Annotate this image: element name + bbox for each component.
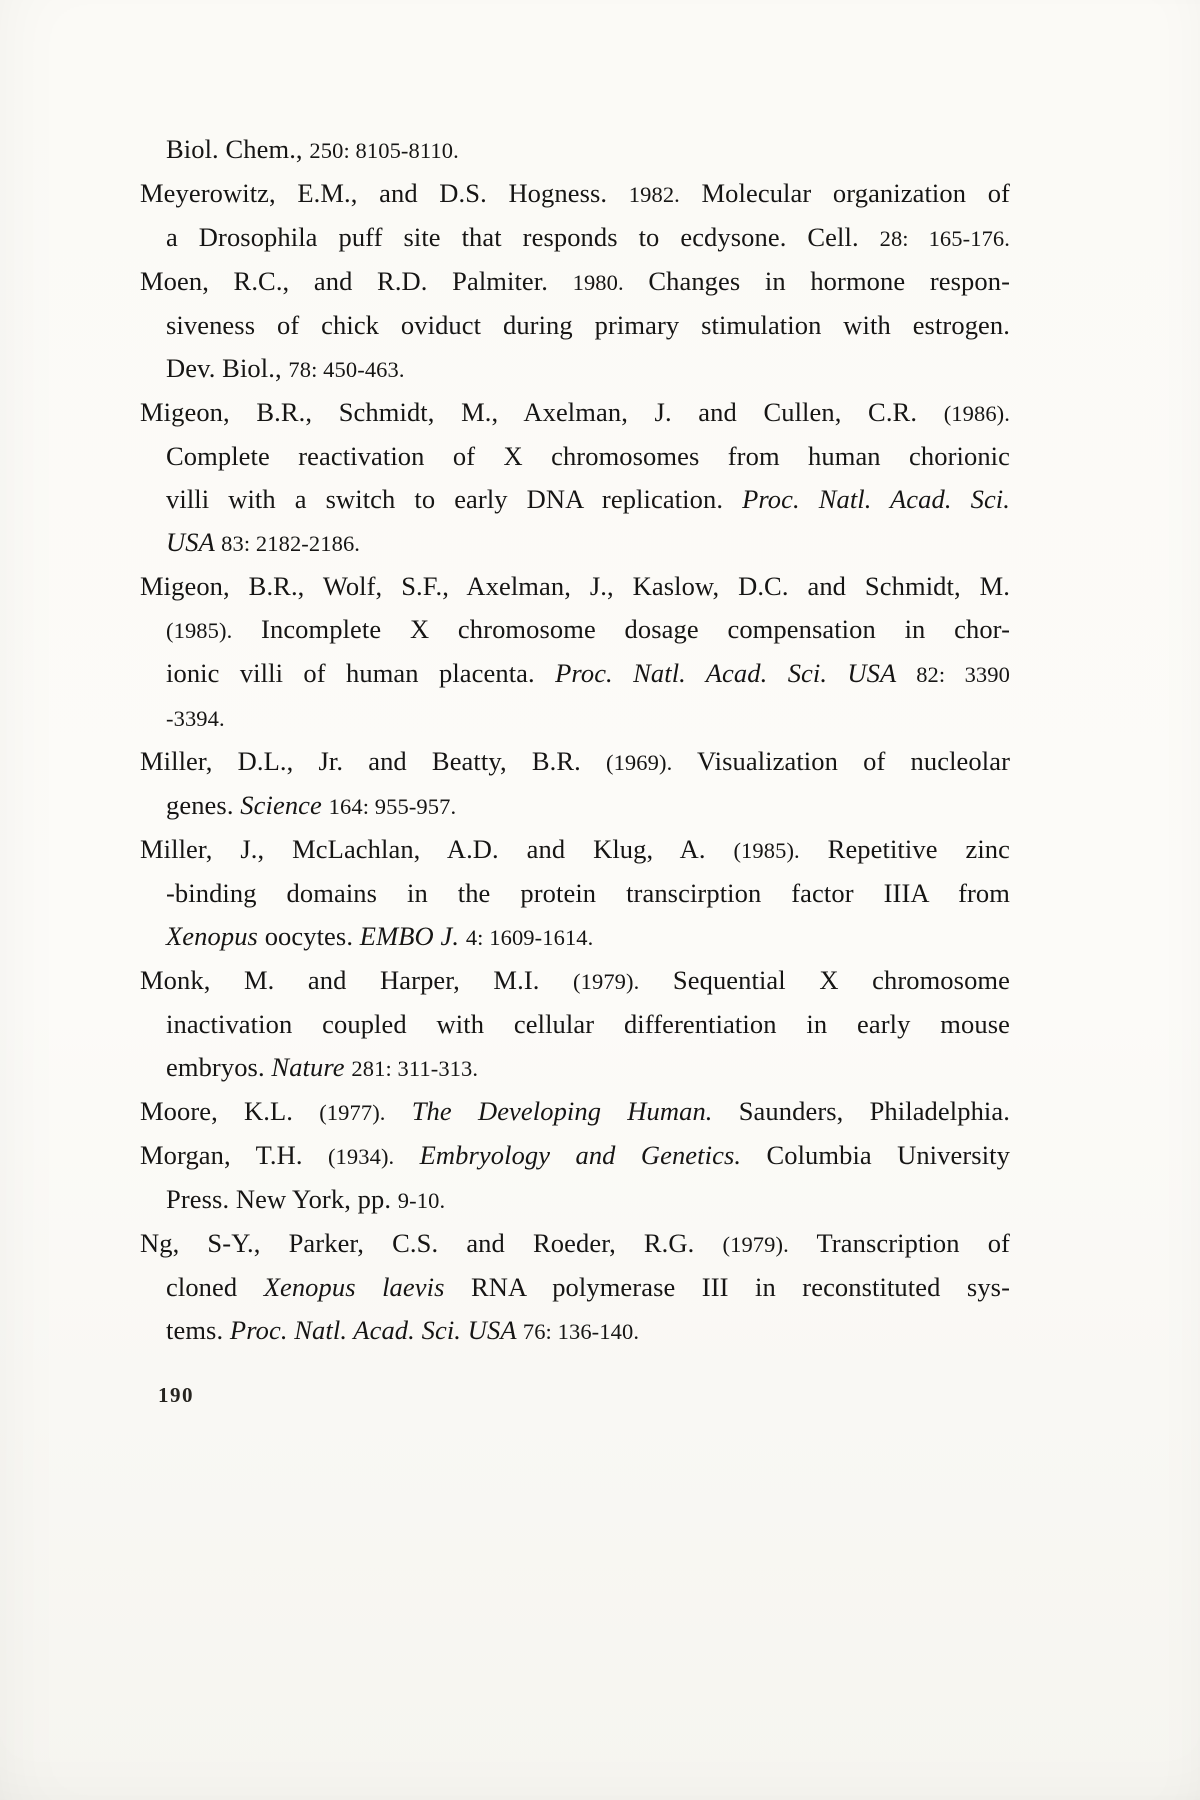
reference-entry (140, 391, 1010, 565)
reference-line (140, 1090, 1010, 1134)
reference-line (140, 216, 1010, 260)
reference-text-segment: (1979). (722, 1232, 789, 1257)
reference-text-segment: Monk, M. and Harper, M.I. (140, 965, 574, 995)
reference-line (140, 260, 1010, 304)
reference-entry (140, 128, 1010, 172)
reference-line (140, 478, 1010, 521)
reference-text-segment: Nature (271, 1052, 352, 1082)
reference-text-segment: Embryology and Genetics. (419, 1140, 767, 1170)
reference-text-segment: Ng, S-Y., Parker, C.S. and Roeder, R.G. (140, 1228, 723, 1258)
reference-entry (140, 1222, 1010, 1353)
reference-text-segment: USA (166, 527, 222, 557)
reference-line (140, 828, 1010, 872)
reference-text-segment: Proc. Natl. Acad. Sci. USA (555, 658, 917, 688)
reference-line (140, 784, 1010, 828)
reference-text-segment: Columbia University (766, 1140, 1010, 1170)
reference-text-segment: (1969). (605, 750, 673, 775)
reference-text-segment: tems. (166, 1315, 230, 1345)
reference-line (140, 565, 1010, 608)
reference-text-segment: Proc. Natl. Acad. Sci. USA (229, 1315, 523, 1345)
reference-entry (140, 1090, 1010, 1134)
reference-text-segment: Xenopus laevis (263, 1272, 471, 1302)
reference-text-segment: Morgan, T.H. (140, 1140, 328, 1170)
reference-text-segment: Miller, J., McLachlan, A.D. and Klug, A. (140, 834, 734, 864)
reference-text-segment: 83: 2182-2186. (221, 531, 361, 556)
reference-line (140, 172, 1010, 216)
reference-line (140, 304, 1010, 347)
reference-text-segment: Molecular organization of (679, 178, 1010, 208)
reference-line (140, 391, 1010, 435)
reference-line (140, 652, 1010, 696)
reference-text-segment: 9-10. (397, 1188, 446, 1213)
reference-line (140, 128, 1010, 172)
reference-line (140, 872, 1010, 915)
reference-text-segment (394, 1140, 419, 1170)
reference-text-segment: Sequential X chromosome (639, 965, 1010, 995)
reference-text-segment: (1934). (327, 1144, 395, 1169)
reference-entry (140, 260, 1010, 391)
reference-text-segment: siveness of chick oviduct during primary stimulation with estrogen. (166, 310, 1010, 340)
reference-text-segment: Dev. Biol., (166, 353, 289, 383)
reference-text-segment: ionic villi of human placenta. (166, 658, 556, 688)
reference-text-segment: Complete reactivation of X chromosomes from human chorionic (166, 441, 1010, 471)
reference-text-segment: (1985). (733, 838, 800, 863)
reference-text-segment: RNA polymerase III in reconstituted sys- (470, 1272, 1011, 1302)
reference-text-segment: Xenopus (166, 921, 265, 951)
reference-text-segment: embryos. (166, 1052, 272, 1082)
reference-text-segment: Changes in hormone respon- (623, 266, 1010, 296)
reference-text-segment: 4: 1609-1614. (465, 925, 594, 950)
reference-text-segment: Miller, D.L., Jr. and Beatty, B.R. (140, 746, 606, 776)
reference-line (140, 1222, 1010, 1266)
reference-text-segment: 1982. (628, 182, 680, 207)
reference-text-segment: Moore, K.L. (140, 1096, 320, 1126)
reference-text-segment: -3394. (166, 706, 225, 731)
reference-entry (140, 172, 1010, 260)
reference-text-segment: Science (240, 790, 329, 820)
reference-text-segment: Repetitive zinc (799, 834, 1010, 864)
reference-line (140, 1178, 1010, 1222)
reference-text-segment (386, 1096, 412, 1126)
reference-text-segment: (1986). (943, 401, 1010, 426)
reference-line (140, 915, 1010, 959)
reference-text-segment: Proc. Natl. Acad. Sci. (742, 484, 1010, 514)
reference-text-segment: EMBO J. (359, 921, 466, 951)
reference-line (140, 740, 1010, 784)
reference-line (140, 608, 1010, 652)
reference-text-segment: Incomplete X chromosome dosage compensation in chor- (232, 614, 1010, 644)
reference-text-segment: Visualization of nucleolar (672, 746, 1011, 776)
reference-text-segment: inactivation coupled with cellular differentiation in early mouse (166, 1009, 1010, 1039)
reference-line (140, 1046, 1010, 1090)
reference-text-segment: (1977). (319, 1100, 386, 1125)
reference-text-segment: 28: 165-176. (879, 226, 1010, 251)
reference-text-segment: villi with a switch to early DNA replication. (166, 484, 743, 514)
reference-line (140, 1309, 1010, 1353)
reference-text-segment: Migeon, B.R., Wolf, S.F., Axelman, J., Kaslow, D.C. and Schmidt, M. (140, 571, 1010, 601)
reference-text-segment: Meyerowitz, E.M., and D.S. Hogness. (140, 178, 629, 208)
reference-text-segment: 1980. (572, 270, 624, 295)
reference-text-segment: 78: 450-463. (288, 357, 405, 382)
reference-text-segment: Moen, R.C., and R.D. Palmiter. (140, 266, 573, 296)
reference-entry (140, 740, 1010, 828)
reference-entry (140, 828, 1010, 959)
reference-entry (140, 565, 1010, 740)
reference-text-segment: -binding domains in the protein transcirption factor IIIA from (166, 878, 1010, 908)
reference-line (140, 347, 1010, 391)
reference-entry (140, 1134, 1010, 1222)
reference-line (140, 1266, 1010, 1309)
reference-text-segment: a Drosophila puff site that responds to ecdysone. Cell. (166, 222, 880, 252)
reference-line (140, 521, 1010, 565)
page-number: 190 (158, 1383, 194, 1407)
reference-line (140, 435, 1010, 478)
reference-text-segment: oocytes. (264, 921, 360, 951)
reference-entry (140, 959, 1010, 1090)
references-list (140, 128, 1010, 1353)
reference-text-segment: Transcription of (788, 1228, 1010, 1258)
reference-line (140, 696, 1010, 740)
reference-text-segment: 82: 3390 (916, 662, 1010, 687)
reference-text-segment: Saunders, Philadelphia. (738, 1096, 1010, 1126)
reference-text-segment: (1979). (573, 969, 640, 994)
reference-text-segment: 281: 311-313. (351, 1056, 479, 1081)
reference-text-segment: The Developing Human. (411, 1096, 739, 1126)
reference-line (140, 1134, 1010, 1178)
reference-text-segment: Press. New York, pp. (166, 1184, 398, 1214)
reference-text-segment: cloned (166, 1272, 264, 1302)
reference-line (140, 1003, 1010, 1046)
reference-text-segment: genes. (166, 790, 241, 820)
reference-text-segment: Migeon, B.R., Schmidt, M., Axelman, J. and Cullen, C.R. (140, 397, 944, 427)
reference-line (140, 959, 1010, 1003)
reference-text-segment: (1985). (166, 618, 233, 643)
reference-text-segment: 164: 955-957. (328, 794, 457, 819)
reference-text-segment: 250: 8105-8110. (309, 138, 459, 163)
reference-text-segment: 76: 136-140. (522, 1319, 640, 1344)
reference-text-segment: Biol. Chem., (166, 134, 310, 164)
